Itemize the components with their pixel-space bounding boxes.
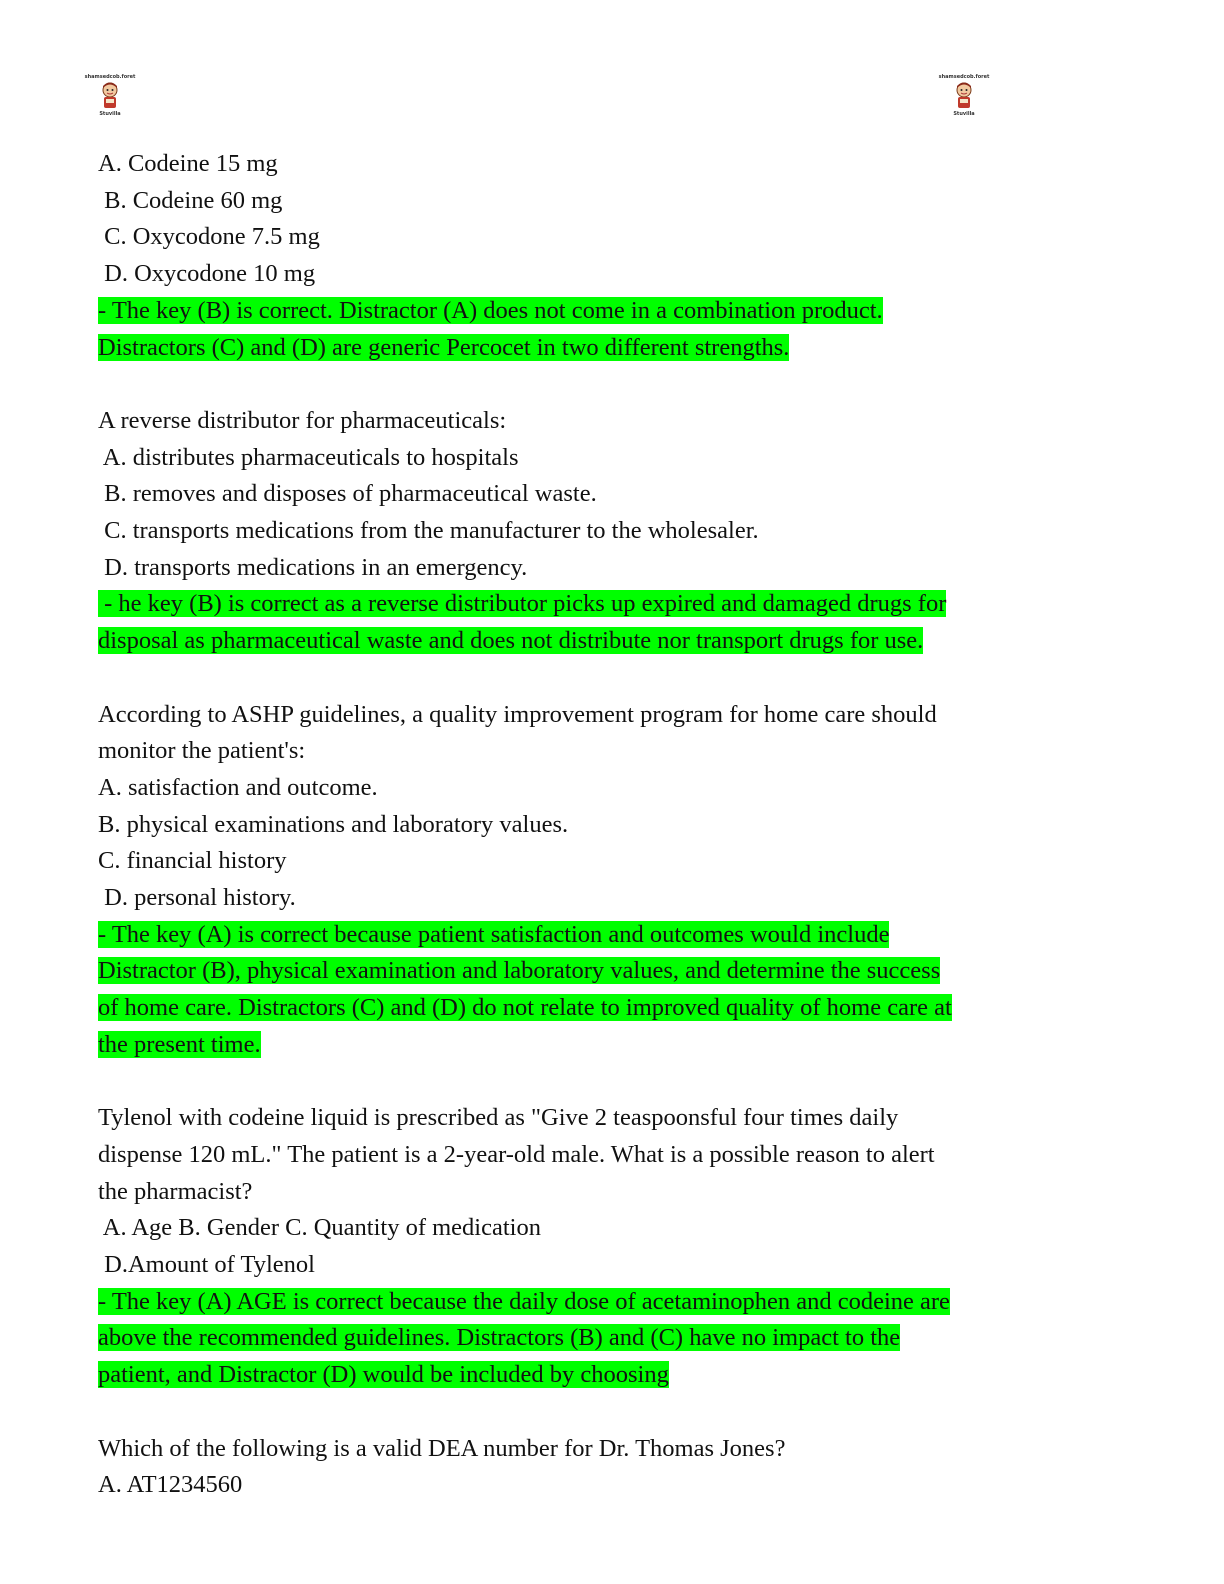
mascot-icon (97, 81, 123, 111)
answer-option: A. AT1234560 (98, 1471, 243, 1499)
question-block (98, 1100, 1078, 1394)
question-stem: the pharmacist? (98, 1177, 253, 1205)
answer-option: D. personal history. (98, 884, 296, 912)
answer-option: A. Codeine 15 mg (98, 150, 278, 177)
question-stem: According to ASHP guidelines, a quality improvement program for home care should (98, 700, 937, 728)
answer-option: C. financial history (98, 847, 287, 875)
question-stem: dispense 120 mL." The patient is a 2-year-old male. What is a possible reason to alert (98, 1140, 935, 1168)
spacer (98, 1064, 1078, 1101)
answer-explanation: the present time. (98, 1030, 261, 1058)
question-block (98, 1431, 1078, 1504)
logo-brand-text: Stuvilla (953, 111, 975, 117)
logo-brand-text: Stuvilla (99, 111, 121, 117)
answer-option: A. Age B. Gender C. Quantity of medication (98, 1214, 541, 1242)
question-block (98, 697, 1078, 1064)
answer-explanation: above the recommended guidelines. Distractors (B) and (C) have no impact to the (98, 1324, 901, 1352)
question-stem: Which of the following is a valid DEA number for Dr. Thomas Jones? (98, 1434, 786, 1462)
answer-option: D.Amount of Tylenol (98, 1251, 315, 1279)
spacer (98, 366, 1078, 403)
logo-site-text: shamsedcob.foret (938, 74, 990, 80)
answer-explanation: patient, and Distractor (D) would be included by choosing (98, 1361, 669, 1389)
answer-option: B. removes and disposes of pharmaceutical waste. (98, 480, 597, 508)
answer-option: D. transports medications in an emergency. (98, 553, 528, 581)
answer-explanation: - he key (B) is correct as a reverse distributor picks up expired and damaged drugs for (98, 590, 947, 618)
answer-option: C. transports medications from the manufacturer to the wholesaler. (98, 517, 759, 545)
answer-option: A. satisfaction and outcome. (98, 773, 378, 801)
question-block (98, 403, 1078, 660)
spacer (98, 660, 1078, 697)
answer-explanation: Distractors (C) and (D) are generic Percocet in two different strengths. (98, 333, 790, 361)
answer-explanation: Distractor (B), physical examination and laboratory values, and determine the success (98, 957, 941, 985)
watermark-logo-right (932, 74, 996, 132)
mascot-icon (951, 81, 977, 111)
logo-site-text: shamsedcob.foret (84, 74, 136, 80)
answer-option: C. Oxycodone 7.5 mg (98, 223, 320, 251)
spacer (98, 1394, 1078, 1431)
answer-explanation: disposal as pharmaceutical waste and does not distribute nor transport drugs for use. (98, 627, 924, 655)
question-stem: Tylenol with codeine liquid is prescribed as "Give 2 teaspoonsful four times daily (98, 1104, 899, 1132)
answer-option: B. physical examinations and laboratory values. (98, 810, 569, 838)
answer-option: B. Codeine 60 mg (98, 186, 283, 214)
answer-explanation: - The key (A) AGE is correct because the daily dose of acetaminophen and codeine are (98, 1287, 950, 1315)
question-document (98, 146, 1078, 1504)
answer-explanation: of home care. Distractors (C) and (D) do not relate to improved quality of home care at (98, 994, 952, 1022)
answer-option: D. Oxycodone 10 mg (98, 260, 316, 288)
question-stem: monitor the patient's: (98, 737, 306, 765)
watermark-logo-left (78, 74, 142, 132)
answer-option: A. distributes pharmaceuticals to hospitals (98, 443, 519, 471)
question-stem: A reverse distributor for pharmaceuticals: (98, 406, 507, 434)
answer-explanation: - The key (A) is correct because patient satisfaction and outcomes would include (98, 920, 890, 948)
question-block (98, 146, 1078, 366)
answer-explanation: - The key (B) is correct. Distractor (A) does not come in a combination product. (98, 296, 883, 324)
